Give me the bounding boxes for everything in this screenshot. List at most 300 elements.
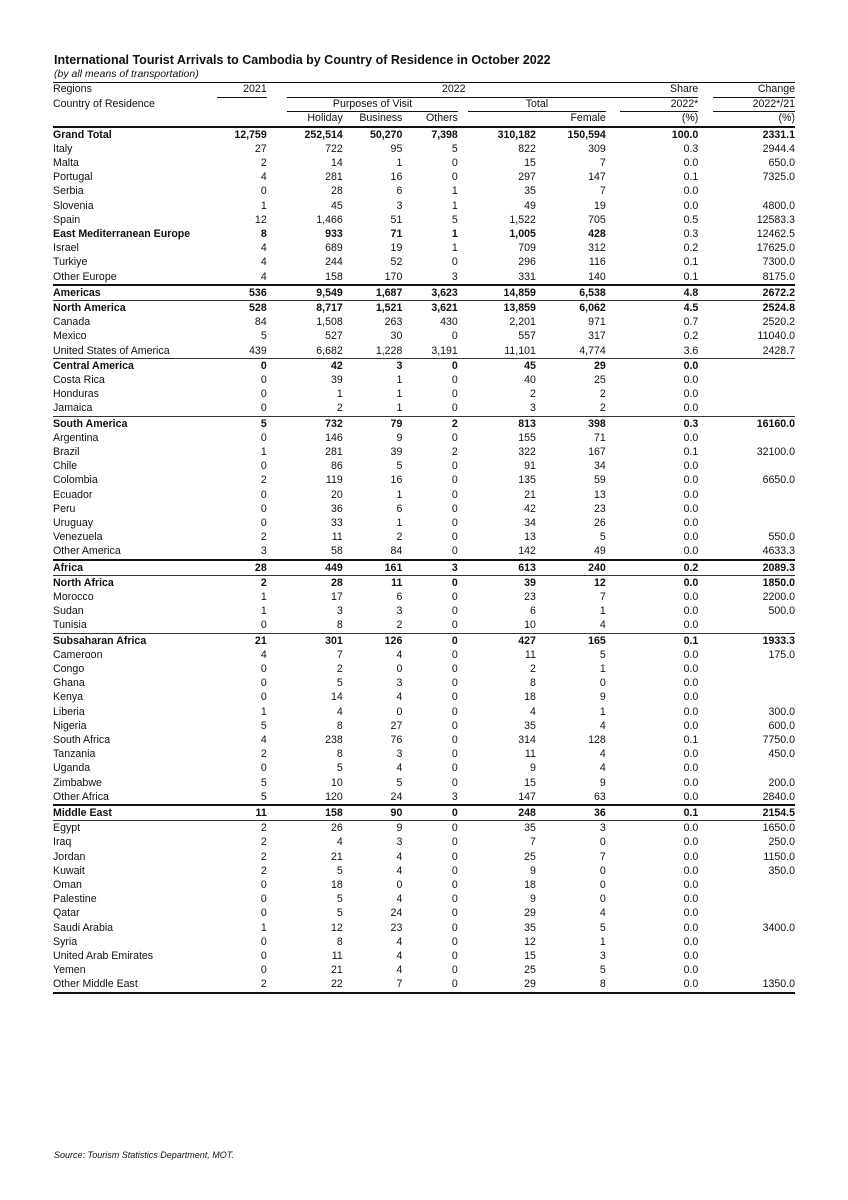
cell-y2021: 1 [260,705,267,718]
cell-others: 0 [451,531,458,544]
cell-female: 4,774 [579,344,606,357]
cell-others: 0 [451,373,458,386]
table-row [53,184,795,198]
cell-business: 24 [390,790,403,803]
cell-change: 2331.1 [762,128,795,141]
cell-holiday: 28 [287,575,342,590]
cell-share: 0.0 [683,474,699,487]
cell-share: 0.0 [683,185,699,198]
cell-change: 7325.0 [762,171,795,184]
cell-change: 3400.0 [762,921,795,934]
cell-holiday: 86 [330,460,343,473]
cell-total: 49 [524,199,536,212]
table-row [53,805,795,821]
cell-y2021: 28 [217,560,266,576]
cell-total: 18 [524,691,536,704]
cell-y2021: 4 [260,171,267,184]
cell-share: 0.0 [620,821,698,836]
cell-others: 0 [402,358,457,373]
cell-holiday: 158 [287,805,342,821]
cell-y2021: 0 [260,879,267,892]
cell-holiday: 14 [330,691,343,704]
cell-y2021: 0 [260,619,267,632]
cell-business: 90 [343,805,403,821]
cell-y2021: 21 [217,633,266,648]
cell-business: 1 [396,156,403,169]
cell-female: 1 [599,935,606,948]
cell-female: 34 [593,460,606,473]
document-title: International Tourist Arrivals to Cambodia by Country of Residence in October 2022 [54,53,551,67]
cell-holiday: 21 [330,964,343,977]
cell-total: 34 [524,516,536,529]
cell-business: 1 [396,388,403,401]
cell-others: 0 [451,836,458,849]
cell-share: 0.0 [683,907,699,920]
cell-share: 0.1 [683,270,699,283]
cell-y2021: 5 [217,416,266,431]
table-row [53,776,795,790]
cell-name: Yemen [53,964,86,977]
cell-total: 147 [518,790,536,803]
cell-total: 135 [518,474,536,487]
cell-business: 3 [396,836,403,849]
cell-y2021: 1 [260,605,267,618]
cell-y2021: 3 [260,545,267,558]
cell-total: 557 [518,330,536,343]
cell-holiday: 6,682 [316,344,343,357]
cell-name: Uruguay [53,516,94,529]
table-row [53,329,795,343]
cell-business: 39 [390,445,403,458]
table-row [53,560,795,576]
cell-change: 2200.0 [762,591,795,603]
cell-change: 2524.8 [713,300,795,315]
cell-total: 1,005 [509,227,536,240]
cell-change [713,906,795,920]
cell-others: 5 [451,213,458,226]
cell-name: Ecuador [53,488,93,501]
cell-y2021: 4 [260,648,267,661]
table-row [53,977,795,992]
cell-others: 1 [451,242,458,255]
cell-others: 5 [451,142,458,155]
cell-name: Middle East [53,805,217,821]
cell-holiday: 17 [330,591,343,603]
cell-holiday: 146 [325,431,343,444]
cell-holiday: 9,549 [287,285,342,301]
cell-y2021: 4 [260,270,267,283]
cell-holiday: 10 [330,776,343,789]
table-row [53,401,795,416]
cell-y2021: 1 [260,921,267,934]
cell-holiday: 238 [325,734,343,747]
cell-share: 0.0 [683,879,699,892]
cell-female: 0 [599,677,606,690]
cell-business: 1 [396,516,403,529]
cell-others: 0 [451,460,458,473]
cell-business: 30 [390,330,403,343]
cell-share: 0.0 [683,516,699,529]
cell-y2021: 528 [217,300,266,315]
cell-name: Morocco [53,591,94,603]
cell-share: 0.0 [683,921,699,934]
cell-name: Subsaharan Africa [53,633,217,648]
cell-name: Zimbabwe [53,776,102,789]
cell-share: 0.1 [683,445,699,458]
cell-others: 0 [451,663,458,676]
cell-others: 3 [451,790,458,803]
cell-y2021: 1 [260,445,267,458]
cell-female: 6,062 [536,300,606,315]
cell-name: Chile [53,460,78,473]
cell-business: 6 [396,185,403,198]
cell-female: 428 [588,227,606,240]
cell-share: 4.8 [620,285,698,301]
cell-change [713,892,795,906]
cell-change: 8175.0 [762,270,795,283]
cell-female: 9 [599,691,606,704]
cell-total: 3 [530,402,536,415]
table-row [53,213,795,227]
cell-business: 4 [396,691,403,704]
cell-female: 128 [588,734,606,747]
cell-change: 2672.2 [713,285,795,301]
cell-business: 0 [396,663,403,676]
cell-change [713,401,795,416]
cell-change [713,387,795,401]
cell-total: 21 [524,488,536,501]
cell-share: 0.1 [620,633,698,648]
cell-share: 0.1 [683,171,699,184]
cell-change [713,662,795,676]
cell-total: 40 [524,373,536,386]
cell-change: 1933.3 [713,633,795,648]
cell-share: 0.0 [683,850,699,863]
cell-name: Costa Rica [53,373,105,386]
table-row [53,761,795,775]
cell-holiday: 5 [336,907,343,920]
cell-y2021: 5 [260,330,267,343]
cell-change: 600.0 [768,719,795,732]
cell-total: 11,101 [504,344,536,357]
cell-female: 25 [593,373,606,386]
table-row [53,676,795,690]
cell-holiday: 722 [325,142,343,155]
header-change: Change [713,83,795,98]
cell-female: 71 [593,431,606,444]
cell-holiday: 2 [336,663,343,676]
cell-share: 0.0 [683,431,699,444]
table-row [53,690,795,704]
cell-holiday: 8 [336,935,343,948]
cell-others: 0 [451,648,458,661]
cell-female: 5 [599,964,606,977]
cell-change: 200.0 [768,776,795,789]
cell-total: 9 [530,893,536,906]
table-row [53,127,795,142]
cell-female: 5 [599,531,606,544]
cell-total: 297 [518,171,536,184]
cell-change: 650.0 [768,156,795,169]
cell-total: 613 [468,560,536,576]
cell-total: 296 [518,256,536,269]
cell-others: 0 [451,748,458,761]
cell-holiday: 281 [325,445,343,458]
cell-others: 0 [451,907,458,920]
cell-share: 0.0 [683,199,699,212]
cell-change: 2089.3 [713,560,795,576]
cell-change: 1650.0 [713,821,795,836]
cell-change: 500.0 [768,605,795,618]
cell-others: 0 [451,879,458,892]
cell-business: 9 [343,821,403,836]
cell-female: 150,594 [567,128,606,141]
source-note: Source: Tourism Statistics Department, MOT. [54,1150,234,1160]
cell-change [713,618,795,633]
cell-others: 0 [451,402,458,415]
cell-others: 0 [451,488,458,501]
cell-female: 7 [599,850,606,863]
cell-share: 0.0 [683,705,699,718]
cell-female: 12 [536,575,606,590]
cell-others: 0 [451,776,458,789]
cell-female: 8 [536,977,606,992]
cell-name: South Africa [53,734,111,747]
cell-name: Uganda [53,762,91,775]
cell-total: 9 [530,864,536,877]
table-row [53,662,795,676]
cell-business: 11 [343,575,403,590]
table-row [53,502,795,516]
table-row [53,604,795,618]
cell-holiday: 11 [331,950,343,963]
cell-holiday: 28 [330,185,343,198]
cell-total: 45 [468,358,536,373]
cell-change [713,949,795,963]
cell-share: 0.0 [683,460,699,473]
cell-total: 35 [524,921,536,934]
table-row [53,473,795,487]
header-female: Female [536,112,606,127]
table-row [53,747,795,761]
cell-business: 51 [390,213,403,226]
cell-name: Slovenia [53,199,94,212]
cell-business: 16 [390,171,403,184]
cell-change: 1150.0 [763,850,795,863]
table-row [53,935,795,949]
cell-change: 450.0 [768,748,795,761]
cell-business: 126 [343,633,403,648]
cell-others: 0 [451,545,458,558]
cell-others: 0 [451,864,458,877]
table-row [53,358,795,373]
cell-female: 59 [593,474,606,487]
cell-y2021: 0 [260,460,267,473]
cell-business: 6 [396,502,403,515]
table-row [53,488,795,502]
cell-holiday: 21 [330,850,343,863]
cell-female: 3 [599,950,606,963]
cell-name: Argentina [53,431,99,444]
cell-name: Saudi Arabia [53,921,114,934]
cell-others: 3 [451,270,458,283]
cell-holiday: 281 [325,171,343,184]
cell-change: 2428.7 [762,344,795,357]
cell-business: 23 [390,921,403,934]
cell-name: Egypt [53,821,217,836]
cell-business: 170 [384,270,403,283]
header-change-period: 2022*/21 [713,97,795,112]
cell-share: 0.0 [683,719,699,732]
cell-holiday: 18 [330,879,343,892]
cell-holiday: 5 [336,864,343,877]
cell-total: 2,201 [509,316,536,329]
cell-total: 42 [524,502,536,515]
cell-business: 6 [396,591,403,603]
cell-others: 3 [402,560,457,576]
cell-name: Nigeria [53,719,87,732]
cell-holiday: 5 [336,893,343,906]
cell-female: 0 [599,864,606,877]
header-share-year: 2022* [620,97,698,112]
cell-holiday: 33 [330,516,343,529]
cell-name: Palestine [53,893,97,906]
cell-female: 0 [599,879,606,892]
cell-name: Peru [53,502,76,515]
cell-share: 0.0 [683,776,699,789]
cell-holiday: 11 [331,531,343,544]
cell-y2021: 12,759 [234,128,267,141]
cell-holiday: 7 [336,648,343,661]
cell-total: 142 [518,545,536,558]
cell-holiday: 8 [336,619,343,632]
header-share: Share [620,83,698,98]
cell-name: Colombia [53,474,98,487]
cell-business: 3 [396,677,403,690]
cell-name: South America [53,416,217,431]
cell-share: 0.0 [683,663,699,676]
cell-total: 1,522 [509,213,536,226]
cell-female: 317 [588,330,606,343]
cell-others: 0 [451,705,458,718]
table-row [53,719,795,733]
table-row [53,575,795,590]
table-row [53,199,795,213]
table-row [53,431,795,445]
cell-change: 12462.5 [756,227,795,240]
cell-female: 309 [588,142,606,155]
header-row-1 [53,83,795,98]
cell-business: 1 [396,373,403,386]
cell-y2021: 27 [254,142,267,155]
cell-female: 971 [588,316,606,329]
cell-holiday: 12 [330,921,343,934]
cell-y2021: 4 [260,734,267,747]
cell-business: 4 [396,864,403,877]
cell-female: 2 [599,388,606,401]
cell-name: Ghana [53,677,85,690]
cell-others: 2 [402,416,457,431]
cell-business: 71 [390,227,403,240]
cell-change [713,373,795,387]
cell-share: 0.0 [683,373,699,386]
cell-business: 7 [343,977,403,992]
cell-change [713,502,795,516]
cell-name: Syria [53,935,78,948]
cell-business: 0 [396,879,403,892]
cell-total: 248 [468,805,536,821]
cell-name: Serbia [53,185,84,198]
cell-total: 13,859 [468,300,536,315]
cell-name: Africa [53,560,217,576]
cell-total: 709 [518,242,536,255]
table-row [53,544,795,559]
cell-business: 4 [396,850,403,863]
cell-y2021: 439 [249,344,267,357]
cell-y2021: 2 [260,531,267,544]
header-row-2 [53,97,795,112]
cell-change: 7300.0 [762,256,795,269]
cell-total: 18 [524,879,536,892]
cell-others: 0 [402,805,457,821]
cell-holiday: 119 [325,474,343,487]
cell-share: 0.0 [683,935,699,948]
cell-share: 0.0 [683,402,699,415]
cell-share: 0.3 [683,142,699,155]
cell-name: Venezuela [53,531,103,544]
cell-y2021: 0 [260,677,267,690]
cell-total: 39 [468,575,536,590]
table-row [53,270,795,285]
cell-y2021: 0 [260,893,267,906]
cell-share: 0.1 [683,734,699,747]
table-row [53,445,795,459]
cell-others: 0 [451,921,458,934]
table-row [53,516,795,530]
cell-change [713,488,795,502]
cell-change: 4800.0 [762,199,795,212]
cell-others: 0 [451,691,458,704]
cell-change: 1350.0 [713,977,795,992]
cell-business: 5 [396,776,403,789]
cell-share: 0.2 [683,330,699,343]
cell-holiday: 8,717 [287,300,342,315]
cell-total: 822 [518,142,536,155]
cell-holiday: 8 [336,748,343,761]
cell-business: 5 [396,460,403,473]
cell-y2021: 12 [254,213,267,226]
cell-y2021: 0 [260,373,267,386]
cell-change: 550.0 [768,531,795,544]
cell-holiday: 22 [287,977,342,992]
cell-change [713,516,795,530]
cell-total: 35 [468,821,536,836]
cell-share: 0.3 [683,227,699,240]
cell-name: East Mediterranean Europe [53,227,191,240]
cell-holiday: 244 [325,256,343,269]
cell-y2021: 0 [260,691,267,704]
cell-female: 5 [599,921,606,934]
cell-holiday: 120 [325,790,343,803]
cell-change [713,935,795,949]
table-row [53,142,795,156]
cell-total: 91 [524,460,536,473]
cell-business: 19 [390,242,403,255]
cell-y2021: 84 [254,316,267,329]
cell-total: 4 [530,705,536,718]
cell-share: 0.0 [683,388,699,401]
cell-share: 0.0 [683,964,699,977]
